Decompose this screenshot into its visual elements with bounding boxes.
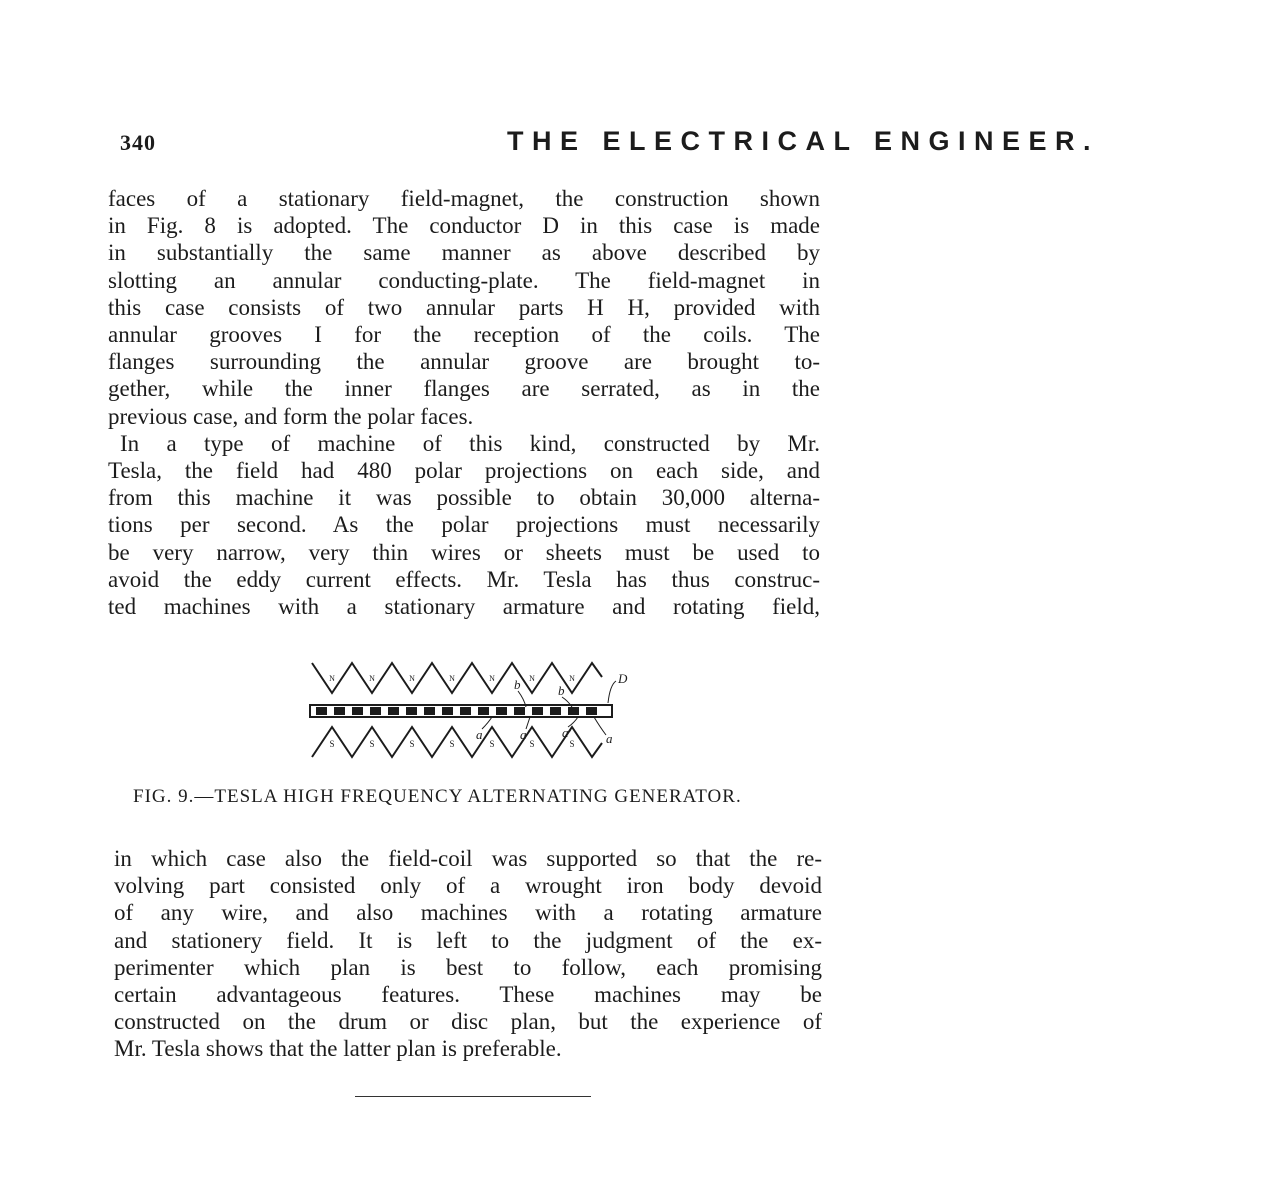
text-line: from this machine it was possible to obtain 30,000 alterna- [108, 485, 820, 511]
label-a-prime: a' [520, 727, 530, 742]
south-pole-teeth [312, 727, 602, 757]
south-label: S [329, 739, 335, 749]
south-label: S [529, 739, 535, 749]
text-line: In a type of machine of this kind, constructed by Mr. [120, 430, 820, 456]
page-number: 340 [120, 130, 156, 155]
text-line: and stationery field. It is left to the judgment of the ex- [114, 927, 822, 953]
north-label: N [329, 674, 335, 683]
running-head: THE ELECTRICAL ENGINEER. [507, 126, 1100, 156]
text-line: perimenter which plan is best to follow, each promising [114, 954, 822, 980]
text-line: of any wire, and also machines with a rotating armature [114, 900, 822, 926]
generator-diagram [300, 655, 645, 765]
figure-caption: FIG. 9.—TESLA HIGH FREQUENCY ALTERNATING GENERATOR. [133, 786, 742, 807]
south-label: S [489, 739, 495, 749]
article-text-bottom [114, 845, 822, 1063]
text-line: this case consists of two annular parts H H, provided with [108, 294, 820, 320]
text-line: constructed on the drum or disc plan, but the experience of [114, 1009, 822, 1035]
text-line: previous case, and form the polar faces. [108, 403, 474, 429]
text-line: volving part consisted only of a wrought iron body devoid [114, 873, 822, 899]
text-line: annular grooves I for the reception of the coils. The [108, 322, 820, 348]
label-a: a [476, 727, 483, 742]
slotted-conductor [310, 705, 612, 717]
text-line: be very narrow, very thin wires or sheets must be used to [108, 539, 820, 565]
north-label: N [369, 674, 375, 683]
text-line: flanges surrounding the annular groove are brought to- [108, 349, 820, 375]
label-a-prime: a' [562, 725, 572, 740]
text-line: in which case also the field-coil was supported so that the re- [114, 846, 822, 871]
south-label: S [569, 739, 575, 749]
label-D: D [618, 671, 628, 686]
label-b: b [558, 683, 565, 698]
text-line: Tesla, the field had 480 polar projections on each side, and [108, 458, 820, 484]
generator-figure [300, 655, 645, 765]
south-label: S [449, 739, 455, 749]
text-line: tions per second. As the polar projections must necessarily [108, 512, 820, 538]
text-line: slotting an annular conducting-plate. The field-magnet in [108, 267, 820, 293]
text-line: Mr. Tesla shows that the latter plan is preferable. [114, 1036, 562, 1062]
label-a: a [606, 731, 613, 746]
text-line: in Fig. 8 is adopted. The conductor D in this case is made [108, 213, 820, 239]
south-label: S [409, 739, 415, 749]
north-label: N [569, 674, 575, 683]
text-line: avoid the eddy current effects. Mr. Tesla has thus construc- [108, 566, 820, 592]
article-text-top [108, 185, 820, 620]
north-labels [329, 674, 575, 683]
text-line: certain advantageous features. These machines may be [114, 982, 822, 1008]
section-end-rule [355, 1096, 591, 1097]
north-label: N [449, 674, 455, 683]
north-label: N [489, 674, 495, 683]
text-line: ted machines with a stationary armature and rotating field, [108, 594, 820, 620]
south-labels [329, 739, 574, 749]
south-label: S [369, 739, 375, 749]
text-line: in substantially the same manner as above described by [108, 240, 820, 266]
text-line: faces of a stationary field-magnet, the construction shown [108, 186, 820, 211]
north-label: N [529, 674, 535, 683]
text-line: gether, while the inner flanges are serrated, as in the [108, 376, 820, 402]
label-b: b [514, 677, 521, 692]
north-label: N [409, 674, 415, 683]
